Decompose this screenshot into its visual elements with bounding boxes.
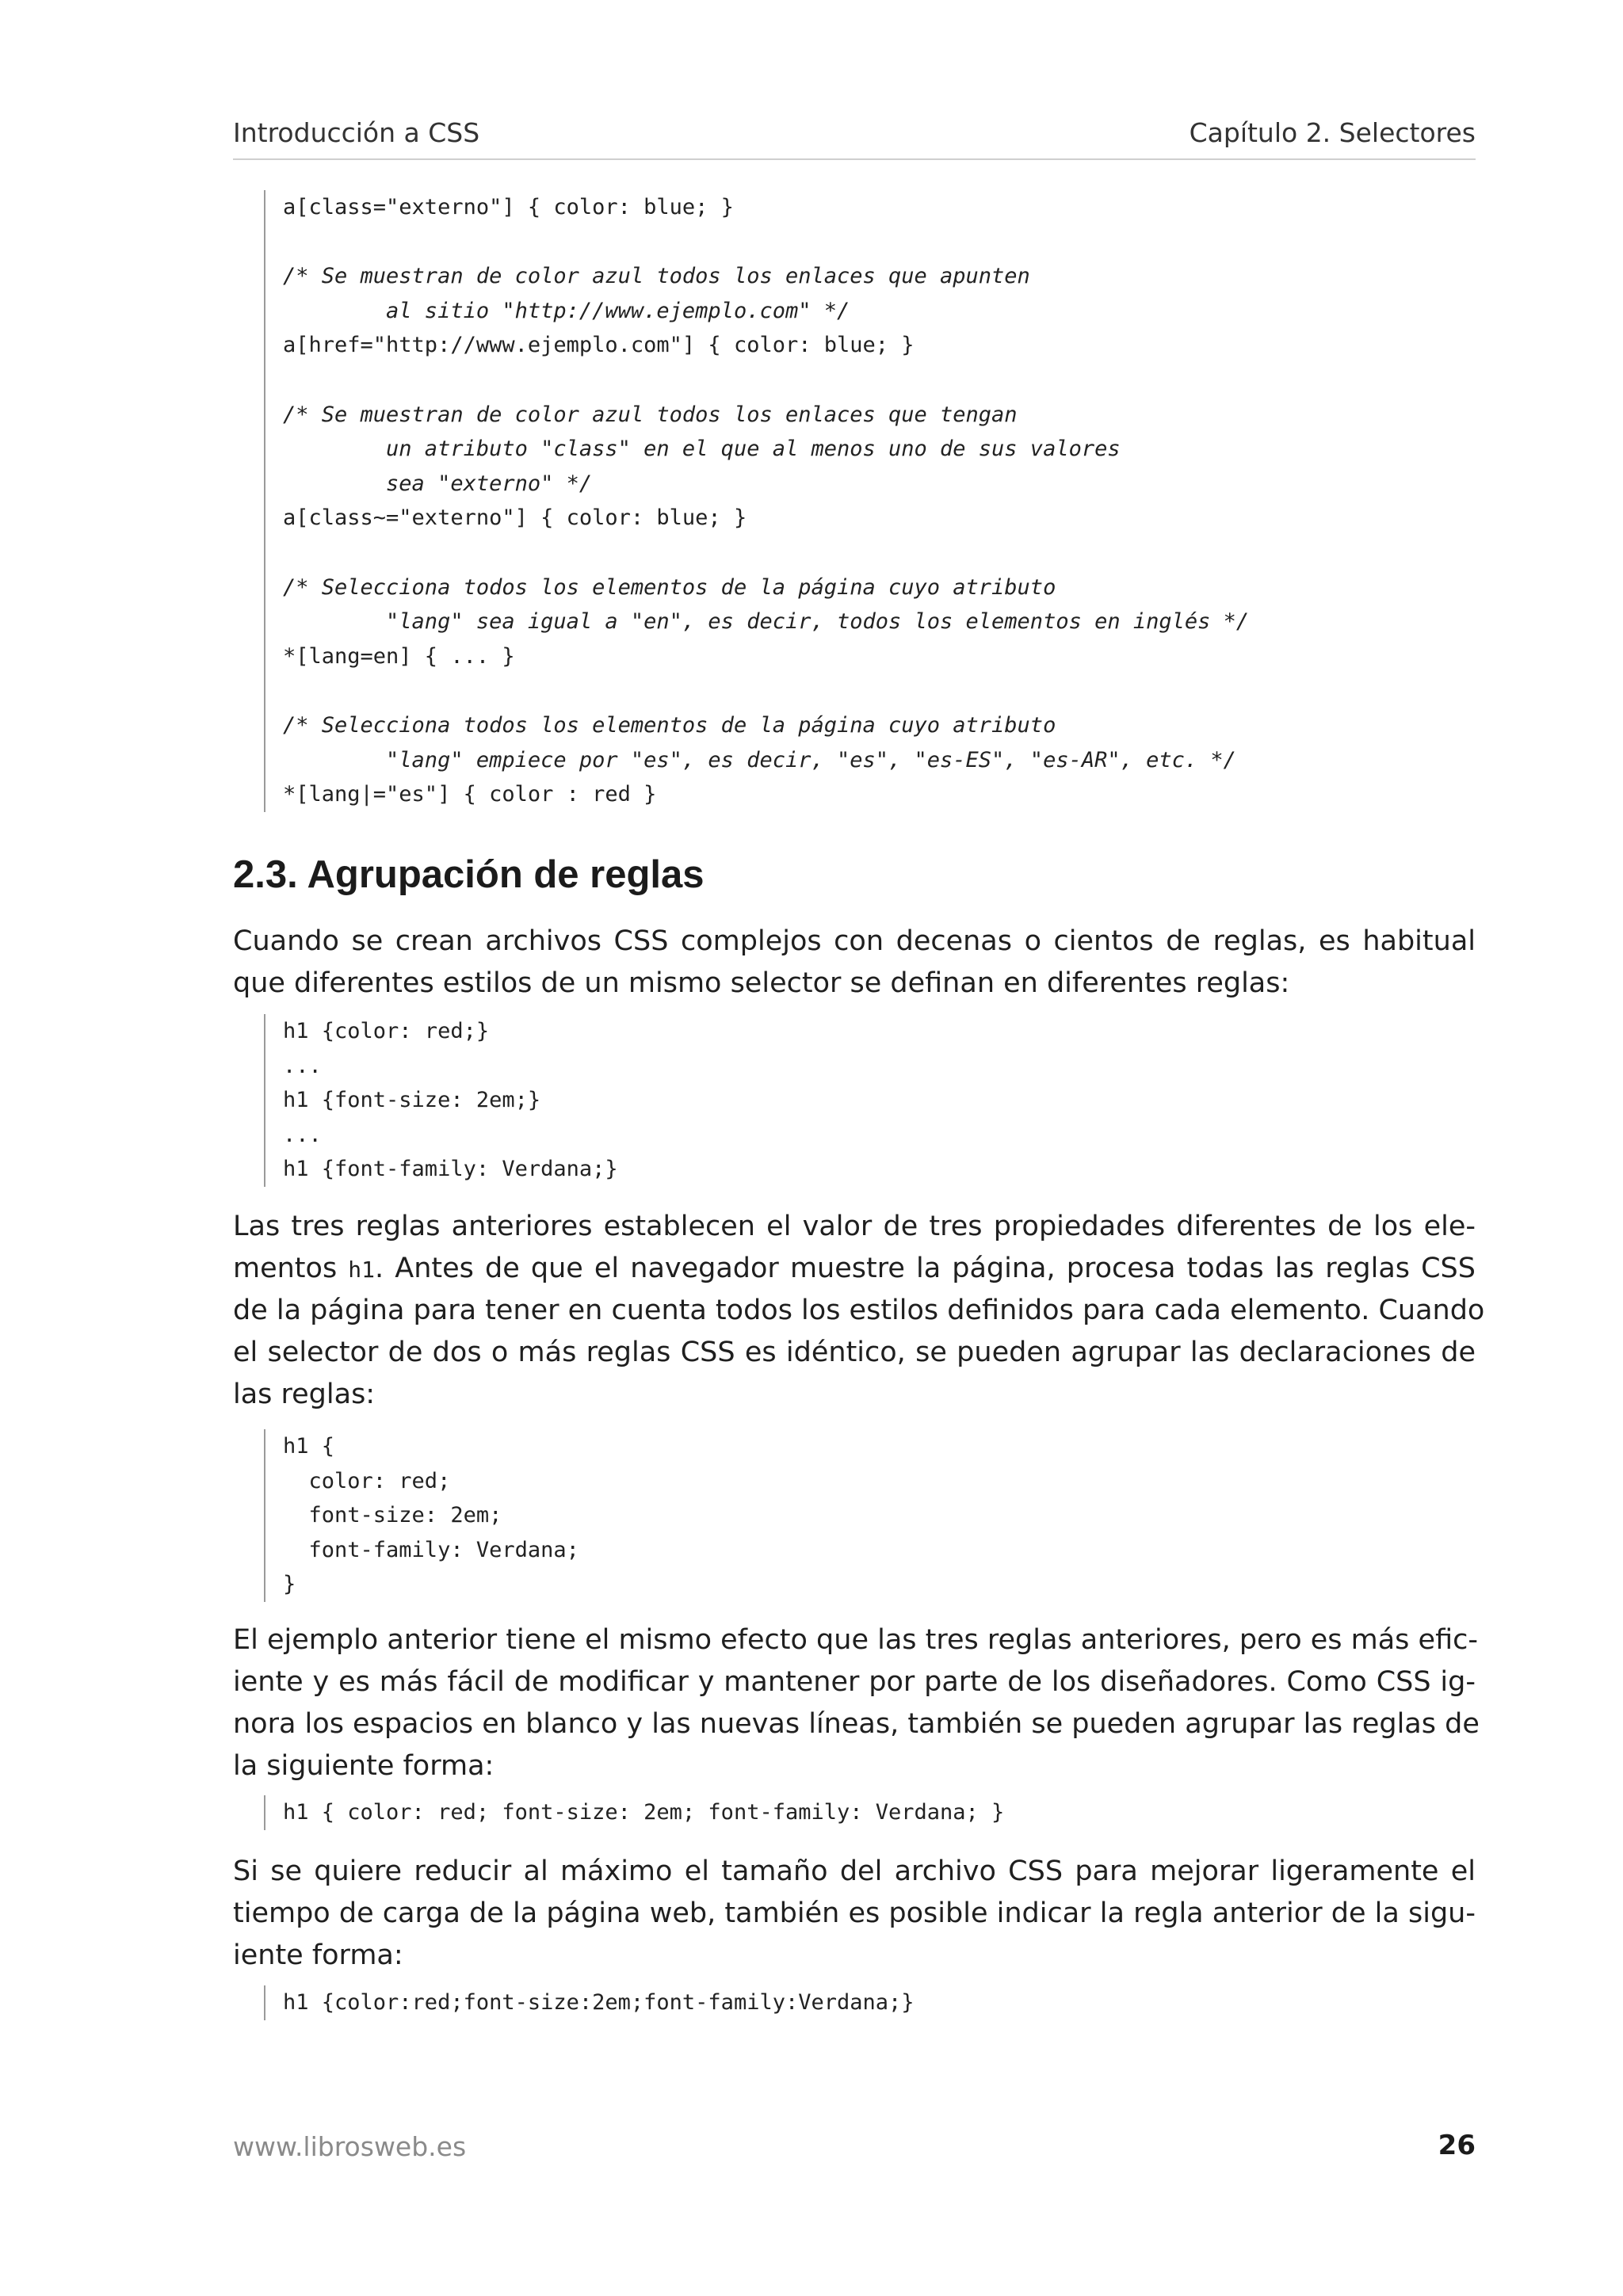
paragraph-line: de la página para tener en cuenta todos los estilos definidos para cada elemento. Cuando bbox=[233, 1295, 1485, 1326]
paragraph-grouping-explanation bbox=[233, 1206, 1485, 1416]
code-line: font-family: Verdana; bbox=[283, 1537, 579, 1562]
code-line: ... bbox=[283, 1122, 322, 1147]
code-line: *[lang|="es"] { color : red } bbox=[283, 782, 657, 807]
code-line: "lang" empiece por "es", es decir, "es", "es-ES", "es-AR", etc. */ bbox=[283, 747, 1236, 772]
header-book-title: Introducción a CSS bbox=[233, 117, 480, 148]
code-line: /* Se muestran de color azul todos los enlaces que apunten bbox=[283, 264, 1030, 289]
code-line: a[class~="externo"] { color: blue; } bbox=[283, 505, 747, 531]
section-title: 2.3. Agrupación de reglas bbox=[233, 853, 705, 896]
paragraph-line: las reglas: bbox=[233, 1379, 376, 1410]
paragraph-line: Si se quiere reducir al máximo el tamaño del archivo CSS para mejorar ligeramente el bbox=[233, 1855, 1476, 1887]
paragraph-line: que diferentes estilos de un mismo selector se definan en diferentes reglas: bbox=[233, 967, 1290, 999]
footer-page-number: 26 bbox=[1438, 2130, 1476, 2161]
paragraph-minify bbox=[233, 1851, 1476, 1977]
code-line: sea "externo" */ bbox=[283, 471, 593, 496]
code-line: color: red; bbox=[283, 1468, 451, 1493]
code-line: h1 {font-size: 2em;} bbox=[283, 1088, 541, 1113]
code-block-single-line bbox=[264, 1795, 1004, 1830]
paragraph-line: Las tres reglas anteriores establecen el valor de tres propiedades diferentes de los ele- bbox=[233, 1211, 1476, 1242]
paragraph-line: El ejemplo anterior tiene el mismo efecto que las tres reglas anteriores, pero es más efic- bbox=[233, 1624, 1478, 1656]
code-line: ... bbox=[283, 1053, 322, 1078]
code-line bbox=[283, 536, 1249, 570]
code-line: /* Selecciona todos los elementos de la página cuyo atributo bbox=[283, 712, 1056, 738]
code-line: al sitio "http://www.ejemplo.com" */ bbox=[283, 298, 850, 323]
paragraph-efficiency bbox=[233, 1619, 1480, 1787]
text-run: . Antes de que el navegador muestre la página, procesa todas las reglas CSS bbox=[375, 1253, 1476, 1284]
code-line: h1 { bbox=[283, 1434, 335, 1459]
paragraph-line: la siguiente forma: bbox=[233, 1750, 495, 1782]
code-line bbox=[283, 225, 1249, 260]
text-run: mentos bbox=[233, 1253, 349, 1284]
code-line: *[lang=en] { ... } bbox=[283, 643, 515, 669]
code-line: a[class="externo"] { color: blue; } bbox=[283, 195, 734, 219]
code-line: "lang" sea igual a "en", es decir, todos los elementos en inglés */ bbox=[283, 609, 1250, 635]
code-line: a[href="http://www.ejemplo.com"] { color: blue; } bbox=[283, 333, 915, 358]
page-header bbox=[233, 117, 1476, 160]
code-line: } bbox=[283, 1572, 296, 1597]
footer-website[interactable]: www.librosweb.es bbox=[233, 2131, 467, 2162]
code-line: /* Se muestran de color azul todos los enlaces que tengan bbox=[283, 402, 1018, 427]
paragraph-line: Cuando se crean archivos CSS complejos con decenas o cientos de reglas, es habitual bbox=[233, 925, 1476, 957]
code-line: un atributo "class" en el que al menos uno de sus valores bbox=[283, 437, 1121, 462]
code-block-grouped-rule bbox=[264, 1429, 579, 1602]
code-line: h1 {font-family: Verdana;} bbox=[283, 1157, 618, 1182]
code-line: /* Selecciona todos los elementos de la página cuyo atributo bbox=[283, 574, 1056, 600]
paragraph-line: el selector de dos o más reglas CSS es idéntico, se pueden agrupar las declaraciones de bbox=[233, 1337, 1476, 1368]
inline-code: h1 bbox=[348, 1257, 376, 1283]
code-line: h1 { color: red; font-size: 2em; font-family: Verdana; } bbox=[283, 1800, 1005, 1825]
paragraph-line: tiempo de carga de la página web, también es posible indicar la regla anterior de la sigu- bbox=[233, 1897, 1476, 1929]
header-chapter-title: Capítulo 2. Selectores bbox=[1189, 117, 1476, 148]
code-line bbox=[283, 673, 1249, 708]
paragraph-line: iente y es más fácil de modificar y mantener por parte de los diseñadores. Como CSS ig- bbox=[233, 1666, 1476, 1698]
code-line bbox=[283, 363, 1249, 398]
paragraph-line: iente forma: bbox=[233, 1939, 403, 1971]
code-block-minified bbox=[264, 1985, 915, 2020]
paragraph-line: nora los espacios en blanco y las nuevas líneas, también se pueden agrupar las reglas de bbox=[233, 1708, 1480, 1740]
paragraph-line bbox=[233, 1248, 1476, 1290]
paragraph-intro bbox=[233, 921, 1476, 1005]
code-line: h1 {color:red;font-size:2em;font-family:Verdana;} bbox=[283, 1990, 915, 2015]
code-block-attribute-selectors bbox=[264, 190, 1249, 812]
code-line: font-size: 2em; bbox=[283, 1503, 502, 1528]
code-line: h1 {color: red;} bbox=[283, 1019, 490, 1043]
code-block-separate-rules bbox=[264, 1014, 618, 1187]
